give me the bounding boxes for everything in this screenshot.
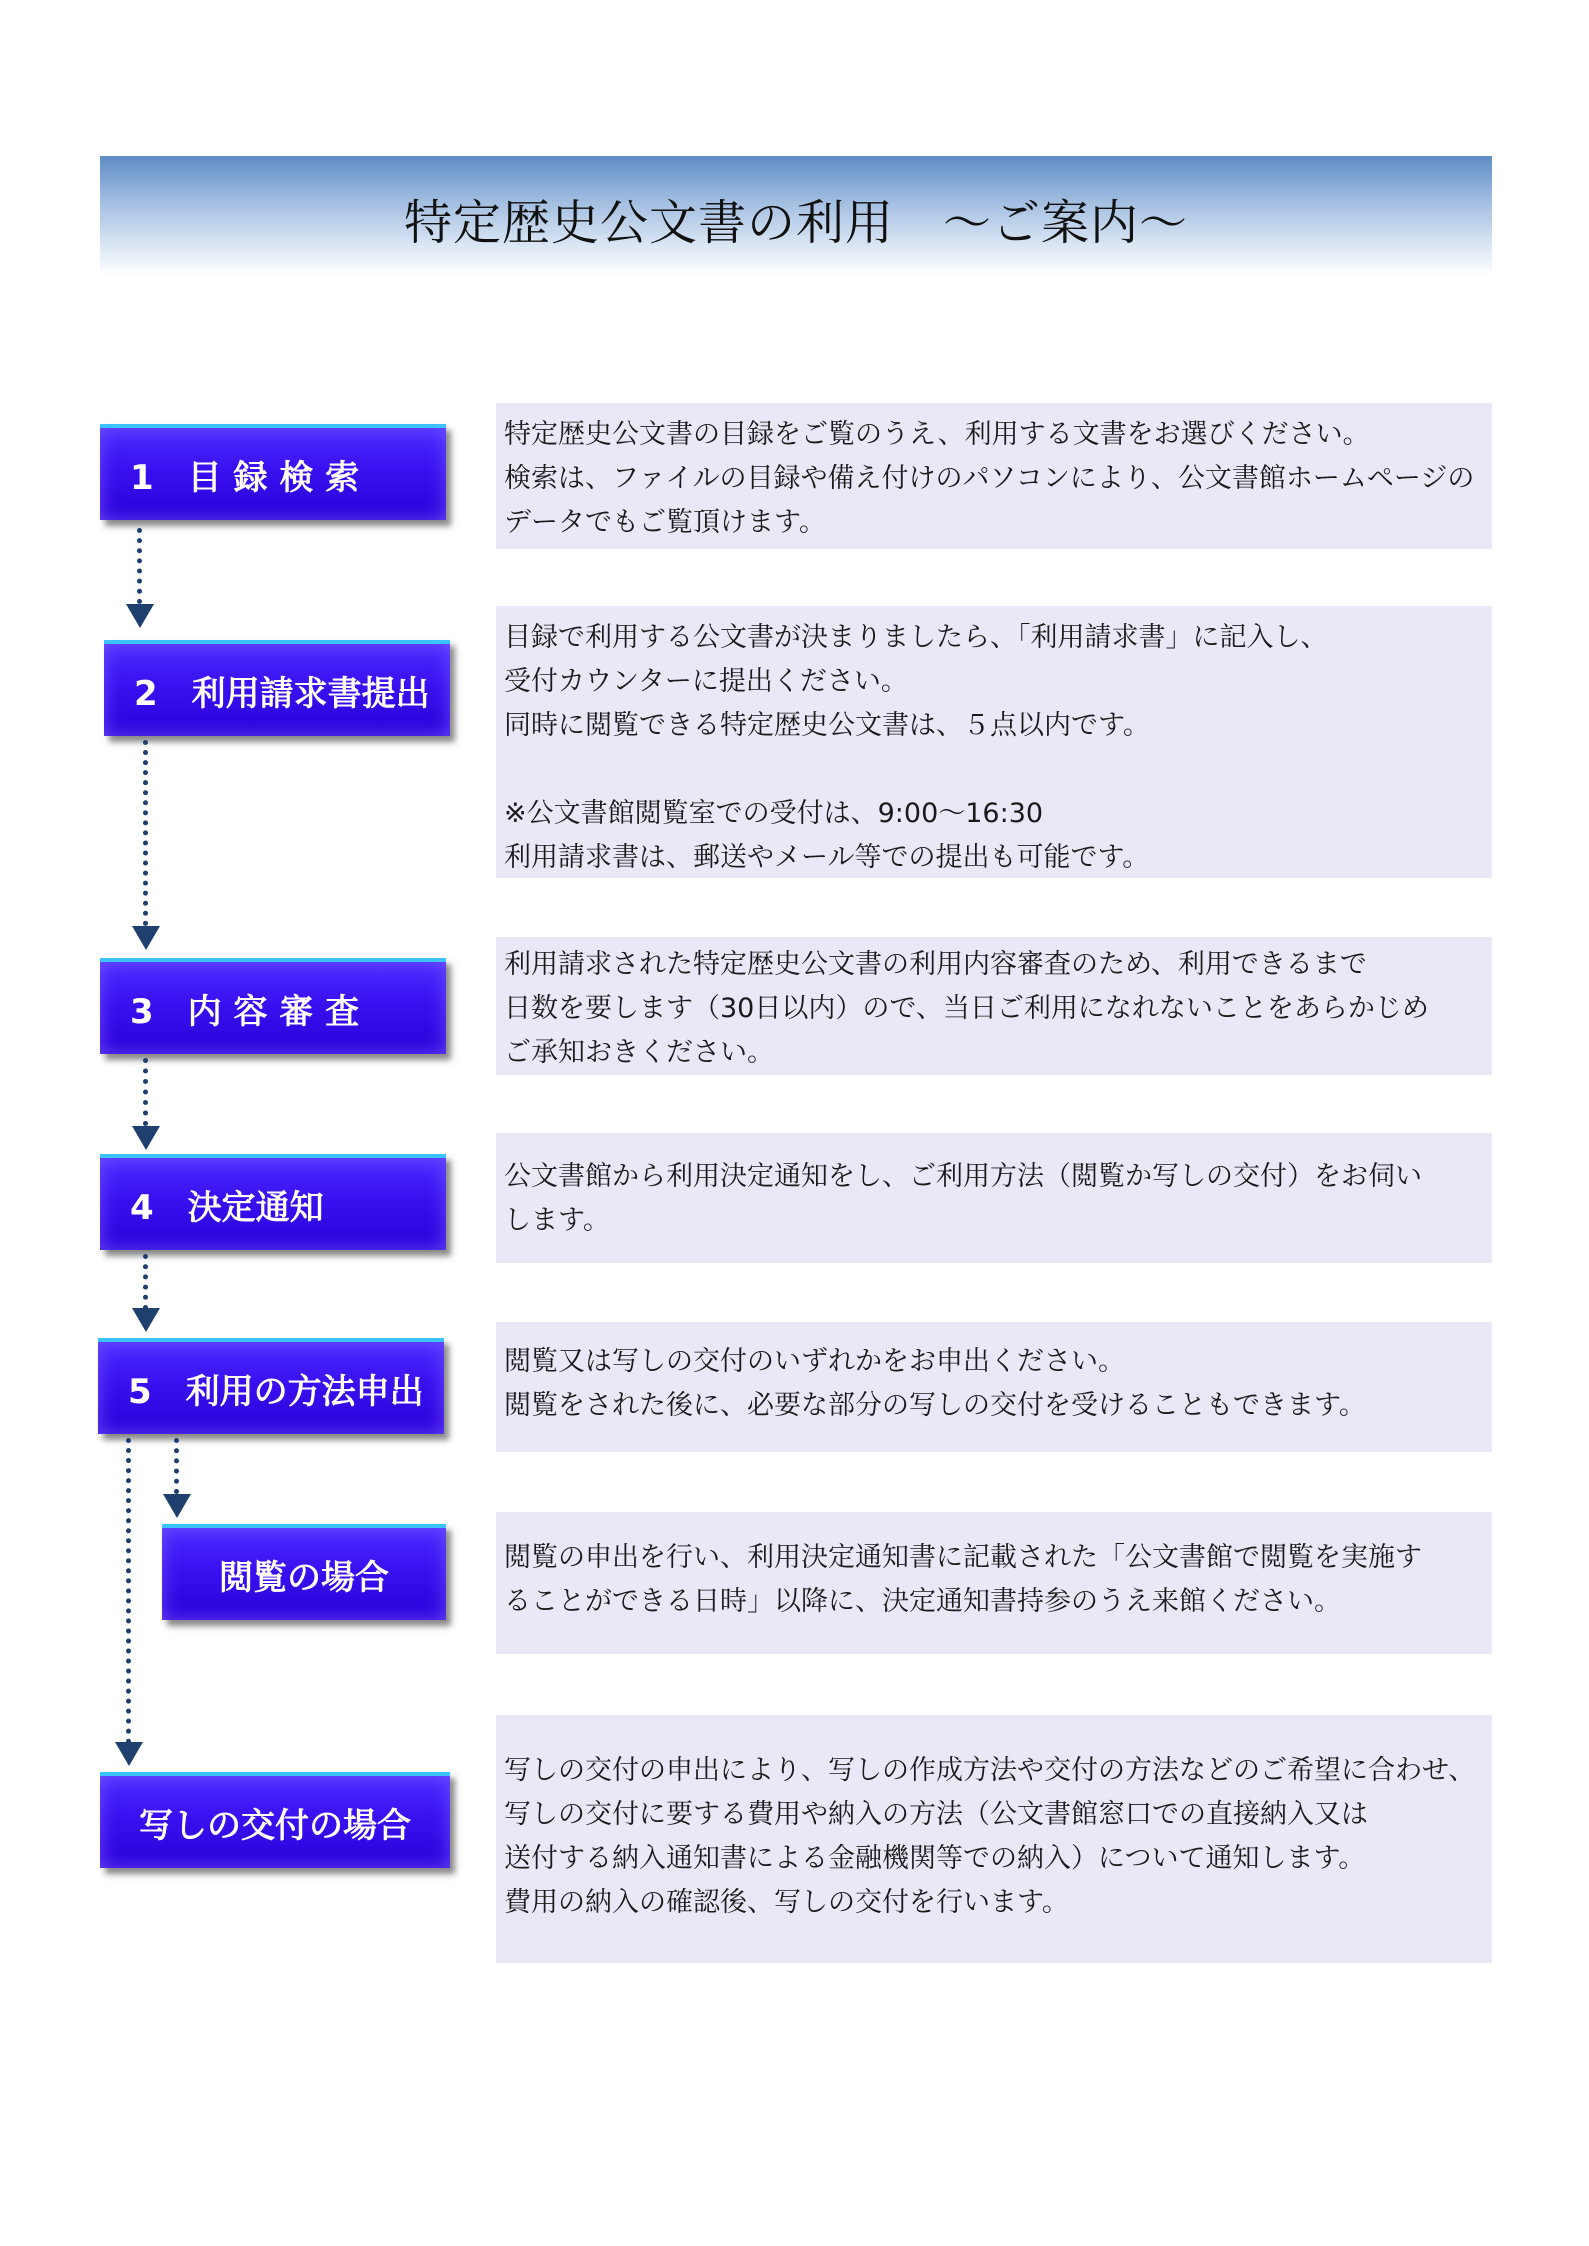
case-viewing	[162, 1524, 446, 1620]
desc-line: 同時に閲覧できる特定歴史公文書は、５点以内です。	[504, 710, 1150, 741]
step-label: 写しの交付の場合	[139, 1805, 411, 1846]
down-arrow-icon	[132, 1308, 160, 1332]
connector-line	[137, 528, 142, 604]
down-arrow-icon	[126, 604, 154, 628]
desc-line: 目録で利用する公文書が決まりましたら、「利用請求書」に記入し、	[504, 622, 1328, 653]
step-label: 閲覧の場合	[219, 1557, 389, 1598]
step-5-description	[496, 1322, 1492, 1452]
page-title: 特定歴史公文書の利用 ～ご案内～	[403, 195, 1188, 251]
desc-line: 閲覧の申出を行い、利用決定通知書に記載された「公文書館で閲覧を実施す	[504, 1542, 1422, 1573]
step-2-description	[496, 606, 1492, 878]
desc-line: 検索は、ファイルの目録や備え付けのパソコンにより、公文書館ホームページの	[504, 463, 1475, 494]
step-1-description	[496, 403, 1492, 549]
title-banner	[100, 156, 1492, 276]
down-arrow-icon	[132, 926, 160, 950]
desc-line: 公文書館から利用決定通知をし、ご利用方法（閲覧か写しの交付）をお伺い	[504, 1161, 1422, 1192]
desc-line: 特定歴史公文書の目録をご覧のうえ、利用する文書をお選びください。	[504, 419, 1370, 450]
step-2-request-submission	[104, 640, 450, 736]
step-label: 3 内 容 審 査	[130, 991, 360, 1032]
case-copy-description	[496, 1715, 1492, 1963]
desc-line: 送付する納入通知書による金融機関等での納入）について通知します。	[504, 1843, 1366, 1874]
step-label: 4 決定通知	[130, 1187, 324, 1228]
down-arrow-icon	[132, 1126, 160, 1150]
desc-line: 利用請求された特定歴史公文書の利用内容審査のため、利用できるまで	[504, 949, 1367, 980]
connector-line-viewing	[174, 1438, 179, 1494]
case-copy-issuance	[100, 1772, 450, 1868]
down-arrow-icon	[163, 1494, 191, 1518]
desc-line: 閲覧をされた後に、必要な部分の写しの交付を受けることもできます。	[504, 1390, 1366, 1421]
desc-line: 費用の納入の確認後、写しの交付を行います。	[504, 1887, 1069, 1918]
step-label: 1 目 録 検 索	[130, 457, 360, 498]
desc-line: ご承知おきください。	[504, 1037, 774, 1068]
step-3-content-review	[100, 958, 446, 1054]
step-1-catalog-search	[100, 424, 446, 520]
step-5-usage-method-request	[98, 1338, 444, 1434]
connector-line	[143, 1058, 148, 1126]
desc-line: 利用請求書は、郵送やメール等での提出も可能です。	[504, 842, 1150, 873]
step-label: 2 利用請求書提出	[134, 673, 430, 714]
desc-line: 写しの交付の申出により、写しの作成方法や交付の方法などのご希望に合わせ、	[504, 1755, 1476, 1786]
down-arrow-icon	[115, 1742, 143, 1766]
desc-line: します。	[504, 1205, 610, 1236]
desc-line: 日数を要します（30日以内）ので、当日ご利用になれないことをあらかじめ	[504, 993, 1429, 1024]
step-3-description	[496, 937, 1492, 1075]
connector-line-copy	[126, 1438, 131, 1744]
desc-line: 受付カウンターに提出ください。	[504, 666, 908, 697]
desc-blank-line	[504, 748, 1484, 792]
step-4-decision-notice	[100, 1154, 446, 1250]
connector-line	[143, 740, 148, 926]
connector-line	[143, 1254, 148, 1310]
case-viewing-description	[496, 1512, 1492, 1654]
desc-line: ※公文書館閲覧室での受付は、9:00～16:30	[504, 798, 1044, 829]
step-4-description	[496, 1133, 1492, 1263]
step-label: 5 利用の方法申出	[128, 1371, 424, 1412]
desc-line: ることができる日時」以降に、決定通知書持参のうえ来館ください。	[504, 1586, 1341, 1617]
desc-line: 閲覧又は写しの交付のいずれかをお申出ください。	[504, 1346, 1125, 1377]
desc-line: 写しの交付に要する費用や納入の方法（公文書館窓口での直接納入又は	[504, 1799, 1368, 1830]
desc-line: データでもご覧頂けます。	[504, 507, 826, 538]
